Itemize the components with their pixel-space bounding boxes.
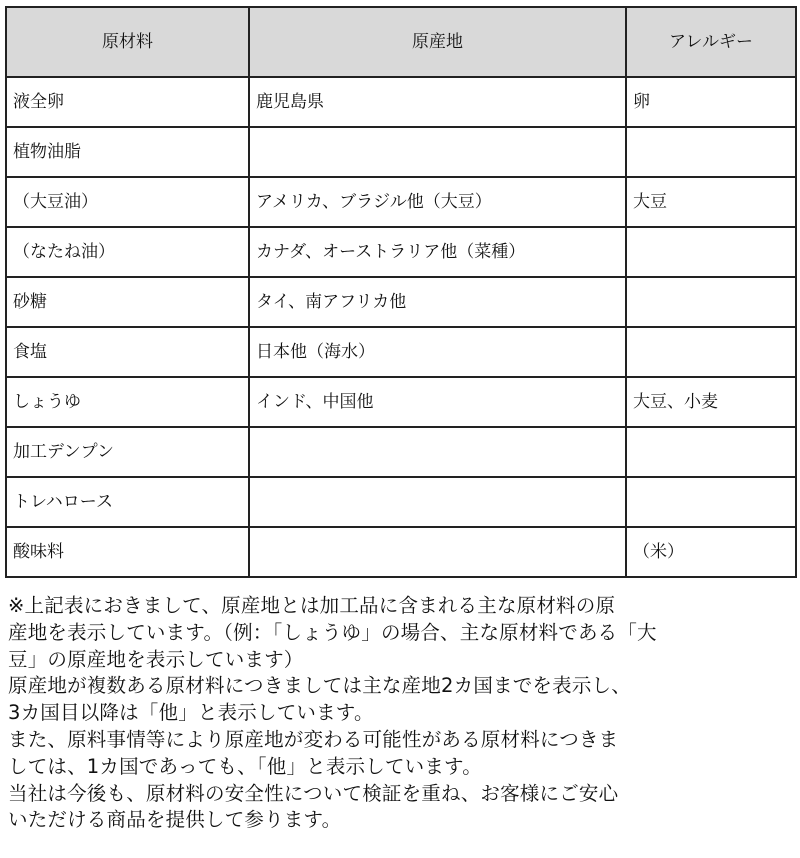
allergy-cell: 大豆、小麦 <box>626 377 796 427</box>
allergy-cell <box>626 427 796 477</box>
allergy-cell: 大豆 <box>626 177 796 227</box>
origin-cell <box>249 127 626 177</box>
ingredient-cell: 砂糖 <box>6 277 249 327</box>
note-line: 当社は今後も、原材料の安全性について検証を重ね、お客様にご安心 <box>8 781 619 805</box>
header-origin: 原産地 <box>249 7 626 77</box>
allergy-cell: （米） <box>626 527 796 577</box>
header-allergy: アレルギー <box>626 7 796 77</box>
note-line: しては、1カ国であっても、「他」と表示しています。 <box>8 754 482 778</box>
table-row <box>6 77 796 127</box>
origin-cell: 鹿児島県 <box>249 77 626 127</box>
table-row <box>6 327 796 377</box>
origin-cell <box>249 427 626 477</box>
note-line: また、原料事情等により原産地が変わる可能性がある原材料につきま <box>8 727 619 751</box>
note-line: 豆」の原産地を表示しています） <box>8 647 304 671</box>
note-line: 3カ国目以降は「他」と表示しています。 <box>8 701 374 725</box>
ingredient-cell: 酸味料 <box>6 527 249 577</box>
table-row <box>6 277 796 327</box>
allergy-cell <box>626 127 796 177</box>
allergy-cell <box>626 277 796 327</box>
table-row <box>6 127 796 177</box>
note-line: ※上記表におきまして、原産地とは加工品に含まれる主な原材料の原 <box>8 594 616 617</box>
allergy-cell <box>626 477 796 527</box>
table-row <box>6 427 796 477</box>
ingredient-cell: 加工デンプン <box>6 427 249 477</box>
origin-cell: アメリカ、ブラジル他（大豆） <box>249 177 626 227</box>
ingredient-origin-table <box>5 6 797 578</box>
table-row <box>6 377 796 427</box>
origin-notes <box>8 593 794 834</box>
ingredient-cell: トレハロース <box>6 477 249 527</box>
origin-cell: カナダ、オーストラリア他（菜種） <box>249 227 626 277</box>
header-ingredient: 原材料 <box>6 7 249 77</box>
table-row <box>6 527 796 577</box>
ingredient-cell: （なたね油） <box>6 227 249 277</box>
table-row <box>6 177 796 227</box>
origin-cell <box>249 527 626 577</box>
origin-cell: 日本他（海水） <box>249 327 626 377</box>
table-body <box>6 77 796 577</box>
note-line: 産地を表示しています。（例：「しょうゆ」の場合、主な原材料である「大 <box>8 620 657 644</box>
origin-cell <box>249 477 626 527</box>
ingredient-cell: 食塩 <box>6 327 249 377</box>
header-row <box>6 7 796 77</box>
note-line: 原産地が複数ある原材料につきましては主な産地2カ国までを表示し、 <box>8 674 631 698</box>
table-header <box>6 7 796 77</box>
ingredient-cell: （大豆油） <box>6 177 249 227</box>
table-row <box>6 477 796 527</box>
table-row <box>6 227 796 277</box>
ingredient-cell: 液全卵 <box>6 77 249 127</box>
allergy-cell <box>626 327 796 377</box>
note-line: いただける商品を提供して参ります。 <box>8 808 342 832</box>
ingredient-cell: しょうゆ <box>6 377 249 427</box>
origin-cell: タイ、南アフリカ他 <box>249 277 626 327</box>
allergy-cell: 卵 <box>626 77 796 127</box>
origin-cell: インド、中国他 <box>249 377 626 427</box>
allergy-cell <box>626 227 796 277</box>
ingredient-cell: 植物油脂 <box>6 127 249 177</box>
